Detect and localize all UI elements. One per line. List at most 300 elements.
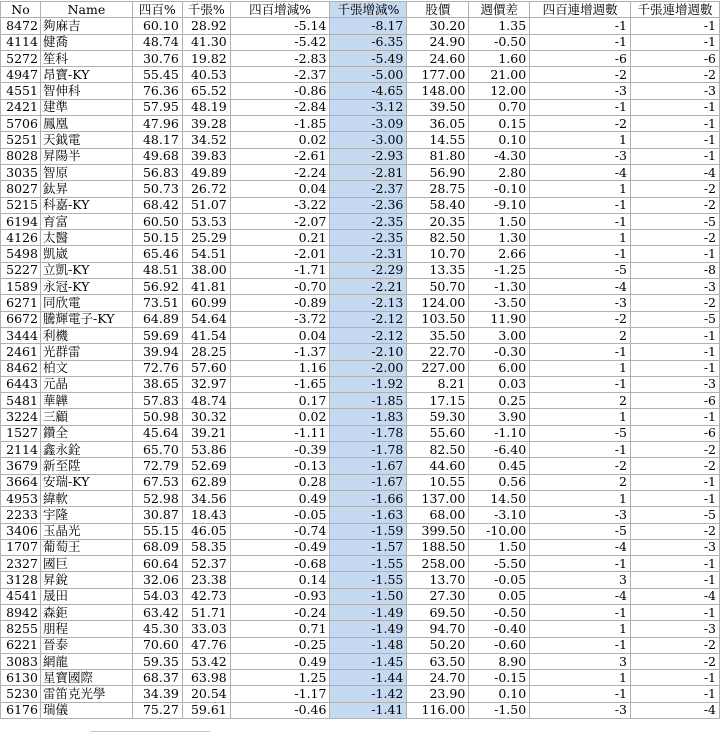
cell-col-no[interactable]: 4114	[1, 34, 41, 50]
cell-col-week-diff[interactable]: 6.00	[469, 360, 530, 376]
cell-col-no[interactable]: 8027	[1, 181, 41, 197]
cell-col-price[interactable]: 28.75	[407, 181, 469, 197]
cell-col-name[interactable]: 建準	[40, 99, 132, 115]
cell-col-400-change[interactable]: -0.13	[230, 458, 330, 474]
cell-col-week-diff[interactable]: 0.15	[469, 116, 530, 132]
cell-col-400-change[interactable]: 0.17	[230, 393, 330, 409]
cell-col-name[interactable]: 緯軟	[40, 490, 132, 506]
cell-col-1000-pct[interactable]: 40.53	[182, 67, 230, 83]
cell-col-1000-change[interactable]: -1.78	[330, 442, 407, 458]
cell-col-no[interactable]: 3128	[1, 572, 41, 588]
cell-col-400-change[interactable]: -0.39	[230, 442, 330, 458]
sheet-tab-strip[interactable]	[90, 731, 210, 738]
cell-col-1000-change[interactable]: -1.92	[330, 376, 407, 392]
cell-col-400-pct[interactable]: 50.15	[132, 230, 182, 246]
cell-col-price[interactable]: 116.00	[407, 702, 469, 718]
cell-col-1000-weeks[interactable]: -1	[630, 360, 719, 376]
table-row[interactable]	[1, 442, 720, 458]
cell-col-400-weeks[interactable]: -3	[530, 507, 631, 523]
cell-col-price[interactable]: 258.00	[407, 556, 469, 572]
table-row[interactable]	[1, 653, 720, 669]
cell-col-1000-change[interactable]: -2.00	[330, 360, 407, 376]
cell-col-week-diff[interactable]: 8.90	[469, 653, 530, 669]
cell-col-1000-change[interactable]: -2.81	[330, 164, 407, 180]
cell-col-400-weeks[interactable]: -1	[530, 376, 631, 392]
cell-col-1000-weeks[interactable]: -1	[630, 670, 719, 686]
cell-col-400-pct[interactable]: 45.64	[132, 425, 182, 441]
cell-col-1000-pct[interactable]: 23.38	[182, 572, 230, 588]
cell-col-no[interactable]: 2461	[1, 344, 41, 360]
cell-col-name[interactable]: 瑞儀	[40, 702, 132, 718]
cell-col-price[interactable]: 8.21	[407, 376, 469, 392]
cell-col-1000-weeks[interactable]: -8	[630, 262, 719, 278]
cell-col-1000-pct[interactable]: 39.21	[182, 425, 230, 441]
cell-col-400-weeks[interactable]: 1	[530, 490, 631, 506]
cell-col-1000-weeks[interactable]: -2	[630, 653, 719, 669]
cell-col-1000-weeks[interactable]: -4	[630, 164, 719, 180]
cell-col-week-diff[interactable]: 0.56	[469, 474, 530, 490]
cell-col-1000-weeks[interactable]: -5	[630, 507, 719, 523]
cell-col-name[interactable]: 鈦昇	[40, 181, 132, 197]
cell-col-1000-weeks[interactable]: -6	[630, 425, 719, 441]
cell-col-1000-change[interactable]: -2.35	[330, 230, 407, 246]
cell-col-name[interactable]: 笙科	[40, 50, 132, 66]
cell-col-400-pct[interactable]: 30.76	[132, 50, 182, 66]
header-col-400-change[interactable]: 四百增減%	[230, 2, 330, 18]
cell-col-week-diff[interactable]: -0.40	[469, 621, 530, 637]
cell-col-name[interactable]: 宇隆	[40, 507, 132, 523]
cell-col-1000-change[interactable]: -1.55	[330, 572, 407, 588]
cell-col-no[interactable]: 3664	[1, 474, 41, 490]
table-row[interactable]	[1, 474, 720, 490]
cell-col-400-change[interactable]: -0.24	[230, 604, 330, 620]
cell-col-400-pct[interactable]: 67.53	[132, 474, 182, 490]
cell-col-no[interactable]: 8028	[1, 148, 41, 164]
cell-col-price[interactable]: 24.60	[407, 50, 469, 66]
cell-col-1000-change[interactable]: -2.13	[330, 295, 407, 311]
cell-col-week-diff[interactable]: 12.00	[469, 83, 530, 99]
cell-col-1000-weeks[interactable]: -6	[630, 393, 719, 409]
table-row[interactable]	[1, 34, 720, 50]
cell-col-price[interactable]: 50.20	[407, 637, 469, 653]
cell-col-1000-pct[interactable]: 49.89	[182, 164, 230, 180]
cell-col-1000-weeks[interactable]: -2	[630, 67, 719, 83]
cell-col-400-pct[interactable]: 70.60	[132, 637, 182, 653]
cell-col-400-pct[interactable]: 49.68	[132, 148, 182, 164]
cell-col-name[interactable]: 昇陽半	[40, 148, 132, 164]
cell-col-400-weeks[interactable]: -6	[530, 50, 631, 66]
cell-col-week-diff[interactable]: 0.45	[469, 458, 530, 474]
cell-col-400-change[interactable]: -2.24	[230, 164, 330, 180]
cell-col-1000-weeks[interactable]: -1	[630, 474, 719, 490]
cell-col-1000-weeks[interactable]: -1	[630, 556, 719, 572]
table-row[interactable]	[1, 246, 720, 262]
cell-col-400-pct[interactable]: 34.39	[132, 686, 182, 702]
cell-col-400-weeks[interactable]: -4	[530, 164, 631, 180]
cell-col-400-weeks[interactable]: 1	[530, 621, 631, 637]
cell-col-1000-weeks[interactable]: -4	[630, 702, 719, 718]
cell-col-1000-pct[interactable]: 26.72	[182, 181, 230, 197]
table-row[interactable]	[1, 556, 720, 572]
cell-col-price[interactable]: 59.30	[407, 409, 469, 425]
cell-col-1000-pct[interactable]: 60.99	[182, 295, 230, 311]
cell-col-400-change[interactable]: 1.25	[230, 670, 330, 686]
cell-col-week-diff[interactable]: -5.50	[469, 556, 530, 572]
cell-col-1000-weeks[interactable]: -3	[630, 279, 719, 295]
cell-col-no[interactable]: 5481	[1, 393, 41, 409]
table-row[interactable]	[1, 621, 720, 637]
cell-col-400-weeks[interactable]: -4	[530, 588, 631, 604]
cell-col-no[interactable]: 5215	[1, 197, 41, 213]
cell-col-1000-change[interactable]: -1.78	[330, 425, 407, 441]
cell-col-1000-pct[interactable]: 47.76	[182, 637, 230, 653]
cell-col-week-diff[interactable]: -0.30	[469, 344, 530, 360]
cell-col-no[interactable]: 8472	[1, 18, 41, 34]
cell-col-name[interactable]: 立凱-KY	[40, 262, 132, 278]
cell-col-price[interactable]: 137.00	[407, 490, 469, 506]
cell-col-1000-weeks[interactable]: -1	[630, 34, 719, 50]
table-row[interactable]	[1, 18, 720, 34]
cell-col-400-weeks[interactable]: -5	[530, 262, 631, 278]
cell-col-1000-change[interactable]: -2.12	[330, 327, 407, 343]
cell-col-week-diff[interactable]: 1.35	[469, 18, 530, 34]
cell-col-price[interactable]: 24.90	[407, 34, 469, 50]
cell-col-400-change[interactable]: 0.04	[230, 327, 330, 343]
cell-col-400-change[interactable]: -2.61	[230, 148, 330, 164]
cell-col-1000-pct[interactable]: 62.89	[182, 474, 230, 490]
cell-col-week-diff[interactable]: -1.10	[469, 425, 530, 441]
header-col-1000-pct[interactable]: 千張%	[182, 2, 230, 18]
cell-col-400-change[interactable]: -0.70	[230, 279, 330, 295]
cell-col-name[interactable]: 晉泰	[40, 637, 132, 653]
cell-col-400-change[interactable]: -1.65	[230, 376, 330, 392]
table-row[interactable]	[1, 686, 720, 702]
cell-col-400-change[interactable]: -1.17	[230, 686, 330, 702]
cell-col-400-change[interactable]: -0.89	[230, 295, 330, 311]
cell-col-1000-pct[interactable]: 39.28	[182, 116, 230, 132]
cell-col-week-diff[interactable]: 21.00	[469, 67, 530, 83]
cell-col-1000-change[interactable]: -2.21	[330, 279, 407, 295]
cell-col-no[interactable]: 5498	[1, 246, 41, 262]
cell-col-400-weeks[interactable]: 2	[530, 327, 631, 343]
cell-col-1000-pct[interactable]: 28.25	[182, 344, 230, 360]
cell-col-1000-pct[interactable]: 41.54	[182, 327, 230, 343]
table-row[interactable]	[1, 262, 720, 278]
cell-col-400-pct[interactable]: 65.46	[132, 246, 182, 262]
cell-col-name[interactable]: 凱崴	[40, 246, 132, 262]
cell-col-400-pct[interactable]: 50.73	[132, 181, 182, 197]
cell-col-1000-pct[interactable]: 63.98	[182, 670, 230, 686]
cell-col-1000-pct[interactable]: 25.29	[182, 230, 230, 246]
cell-col-1000-change[interactable]: -1.44	[330, 670, 407, 686]
cell-col-1000-change[interactable]: -1.49	[330, 621, 407, 637]
cell-col-400-pct[interactable]: 68.37	[132, 670, 182, 686]
cell-col-400-change[interactable]: -1.85	[230, 116, 330, 132]
cell-col-400-pct[interactable]: 75.27	[132, 702, 182, 718]
cell-col-400-pct[interactable]: 57.83	[132, 393, 182, 409]
cell-col-400-weeks[interactable]: -2	[530, 116, 631, 132]
cell-col-400-weeks[interactable]: -1	[530, 99, 631, 115]
cell-col-no[interactable]: 6194	[1, 213, 41, 229]
cell-col-name[interactable]: 昇銳	[40, 572, 132, 588]
cell-col-400-change[interactable]: -2.37	[230, 67, 330, 83]
table-row[interactable]	[1, 425, 720, 441]
cell-col-400-weeks[interactable]: -2	[530, 311, 631, 327]
cell-col-1000-change[interactable]: -1.48	[330, 637, 407, 653]
cell-col-400-pct[interactable]: 73.51	[132, 295, 182, 311]
cell-col-week-diff[interactable]: -3.10	[469, 507, 530, 523]
table-row[interactable]	[1, 116, 720, 132]
cell-col-1000-weeks[interactable]: -1	[630, 409, 719, 425]
cell-col-week-diff[interactable]: 0.05	[469, 588, 530, 604]
cell-col-400-change[interactable]: 0.04	[230, 181, 330, 197]
cell-col-1000-pct[interactable]: 53.42	[182, 653, 230, 669]
cell-col-1000-change[interactable]: -1.45	[330, 653, 407, 669]
cell-col-1000-change[interactable]: -2.31	[330, 246, 407, 262]
cell-col-no[interactable]: 6271	[1, 295, 41, 311]
cell-col-price[interactable]: 227.00	[407, 360, 469, 376]
cell-col-1000-change[interactable]: -3.09	[330, 116, 407, 132]
cell-col-400-weeks[interactable]: -3	[530, 702, 631, 718]
cell-col-week-diff[interactable]: 14.50	[469, 490, 530, 506]
cell-col-no[interactable]: 6221	[1, 637, 41, 653]
cell-col-price[interactable]: 82.50	[407, 442, 469, 458]
cell-col-400-pct[interactable]: 48.51	[132, 262, 182, 278]
cell-col-name[interactable]: 太醫	[40, 230, 132, 246]
table-row[interactable]	[1, 295, 720, 311]
cell-col-1000-change[interactable]: -2.93	[330, 148, 407, 164]
cell-col-1000-weeks[interactable]: -2	[630, 442, 719, 458]
cell-col-week-diff[interactable]: 0.70	[469, 99, 530, 115]
cell-col-name[interactable]: 育富	[40, 213, 132, 229]
cell-col-1000-weeks[interactable]: -2	[630, 458, 719, 474]
table-row[interactable]	[1, 50, 720, 66]
cell-col-1000-pct[interactable]: 51.07	[182, 197, 230, 213]
cell-col-1000-change[interactable]: -3.12	[330, 99, 407, 115]
table-row[interactable]	[1, 409, 720, 425]
cell-col-1000-pct[interactable]: 20.54	[182, 686, 230, 702]
cell-col-400-weeks[interactable]: -4	[530, 279, 631, 295]
cell-col-price[interactable]: 148.00	[407, 83, 469, 99]
cell-col-no[interactable]: 5230	[1, 686, 41, 702]
cell-col-1000-change[interactable]: -1.57	[330, 539, 407, 555]
cell-col-400-weeks[interactable]: 1	[530, 670, 631, 686]
cell-col-1000-change[interactable]: -2.35	[330, 213, 407, 229]
cell-col-1000-pct[interactable]: 39.83	[182, 148, 230, 164]
cell-col-1000-change[interactable]: -1.67	[330, 458, 407, 474]
table-row[interactable]	[1, 572, 720, 588]
cell-col-price[interactable]: 13.70	[407, 572, 469, 588]
cell-col-1000-pct[interactable]: 32.97	[182, 376, 230, 392]
cell-col-name[interactable]: 華韡	[40, 393, 132, 409]
cell-col-week-diff[interactable]: -1.25	[469, 262, 530, 278]
table-row[interactable]	[1, 67, 720, 83]
cell-col-1000-change[interactable]: -3.00	[330, 132, 407, 148]
cell-col-400-change[interactable]: 0.49	[230, 653, 330, 669]
cell-col-no[interactable]: 6130	[1, 670, 41, 686]
cell-col-week-diff[interactable]: -0.05	[469, 572, 530, 588]
cell-col-1000-pct[interactable]: 59.61	[182, 702, 230, 718]
cell-col-400-pct[interactable]: 30.87	[132, 507, 182, 523]
cell-col-1000-pct[interactable]: 28.92	[182, 18, 230, 34]
cell-col-1000-weeks[interactable]: -3	[630, 539, 719, 555]
cell-col-1000-weeks[interactable]: -3	[630, 376, 719, 392]
cell-col-400-weeks[interactable]: -1	[530, 637, 631, 653]
cell-col-price[interactable]: 58.40	[407, 197, 469, 213]
cell-col-name[interactable]: 永冠-KY	[40, 279, 132, 295]
cell-col-1000-weeks[interactable]: -4	[630, 588, 719, 604]
cell-col-week-diff[interactable]: 11.90	[469, 311, 530, 327]
cell-col-name[interactable]: 同欣電	[40, 295, 132, 311]
cell-col-400-pct[interactable]: 45.30	[132, 621, 182, 637]
header-col-1000-weeks[interactable]: 千張連增週數	[630, 2, 719, 18]
table-row[interactable]	[1, 213, 720, 229]
cell-col-price[interactable]: 17.15	[407, 393, 469, 409]
cell-col-price[interactable]: 13.35	[407, 262, 469, 278]
cell-col-price[interactable]: 27.30	[407, 588, 469, 604]
cell-col-name[interactable]: 鑽全	[40, 425, 132, 441]
cell-col-price[interactable]: 36.05	[407, 116, 469, 132]
cell-col-400-weeks[interactable]: -2	[530, 458, 631, 474]
cell-col-1000-change[interactable]: -5.49	[330, 50, 407, 66]
cell-col-400-pct[interactable]: 68.42	[132, 197, 182, 213]
table-row[interactable]	[1, 344, 720, 360]
cell-col-1000-pct[interactable]: 52.37	[182, 556, 230, 572]
cell-col-price[interactable]: 68.00	[407, 507, 469, 523]
cell-col-1000-change[interactable]: -2.29	[330, 262, 407, 278]
cell-col-400-weeks[interactable]: -1	[530, 686, 631, 702]
cell-col-price[interactable]: 94.70	[407, 621, 469, 637]
table-row[interactable]	[1, 588, 720, 604]
cell-col-no[interactable]: 1707	[1, 539, 41, 555]
cell-col-1000-pct[interactable]: 34.56	[182, 490, 230, 506]
cell-col-400-change[interactable]: -3.72	[230, 311, 330, 327]
table-row[interactable]	[1, 230, 720, 246]
cell-col-1000-change[interactable]: -1.42	[330, 686, 407, 702]
table-row[interactable]	[1, 507, 720, 523]
cell-col-400-change[interactable]: 0.02	[230, 409, 330, 425]
cell-col-no[interactable]: 5227	[1, 262, 41, 278]
cell-col-400-weeks[interactable]: 3	[530, 653, 631, 669]
cell-col-400-change[interactable]: -2.84	[230, 99, 330, 115]
cell-col-400-change[interactable]: 0.28	[230, 474, 330, 490]
cell-col-price[interactable]: 188.50	[407, 539, 469, 555]
cell-col-price[interactable]: 20.35	[407, 213, 469, 229]
cell-col-week-diff[interactable]: -10.00	[469, 523, 530, 539]
cell-col-400-weeks[interactable]: -1	[530, 213, 631, 229]
cell-col-400-pct[interactable]: 52.98	[132, 490, 182, 506]
cell-col-400-pct[interactable]: 72.79	[132, 458, 182, 474]
cell-col-no[interactable]: 1589	[1, 279, 41, 295]
cell-col-name[interactable]: 智伸科	[40, 83, 132, 99]
cell-col-400-weeks[interactable]: -1	[530, 556, 631, 572]
cell-col-1000-pct[interactable]: 53.86	[182, 442, 230, 458]
cell-col-1000-weeks[interactable]: -1	[630, 686, 719, 702]
cell-col-1000-weeks[interactable]: -1	[630, 116, 719, 132]
cell-col-week-diff[interactable]: 1.50	[469, 539, 530, 555]
cell-col-1000-change[interactable]: -1.49	[330, 604, 407, 620]
cell-col-price[interactable]: 35.50	[407, 327, 469, 343]
cell-col-price[interactable]: 10.55	[407, 474, 469, 490]
cell-col-no[interactable]: 3406	[1, 523, 41, 539]
cell-col-400-change[interactable]: 0.21	[230, 230, 330, 246]
cell-col-400-pct[interactable]: 59.35	[132, 653, 182, 669]
cell-col-name[interactable]: 夠麻吉	[40, 18, 132, 34]
cell-col-1000-change[interactable]: -6.35	[330, 34, 407, 50]
cell-col-no[interactable]: 8462	[1, 360, 41, 376]
cell-col-1000-pct[interactable]: 30.32	[182, 409, 230, 425]
cell-col-400-weeks[interactable]: -2	[530, 67, 631, 83]
cell-col-name[interactable]: 光群雷	[40, 344, 132, 360]
cell-col-week-diff[interactable]: -1.30	[469, 279, 530, 295]
cell-col-400-weeks[interactable]: -1	[530, 197, 631, 213]
cell-col-week-diff[interactable]: -0.60	[469, 637, 530, 653]
cell-col-1000-change[interactable]: -1.63	[330, 507, 407, 523]
table-row[interactable]	[1, 637, 720, 653]
cell-col-name[interactable]: 網龍	[40, 653, 132, 669]
cell-col-400-change[interactable]: -0.68	[230, 556, 330, 572]
cell-col-week-diff[interactable]: 0.25	[469, 393, 530, 409]
cell-col-1000-pct[interactable]: 41.30	[182, 34, 230, 50]
cell-col-1000-weeks[interactable]: -1	[630, 18, 719, 34]
cell-col-1000-pct[interactable]: 58.35	[182, 539, 230, 555]
cell-col-no[interactable]: 6443	[1, 376, 41, 392]
cell-col-400-change[interactable]: -3.22	[230, 197, 330, 213]
cell-col-1000-pct[interactable]: 38.00	[182, 262, 230, 278]
cell-col-week-diff[interactable]: -9.10	[469, 197, 530, 213]
cell-col-1000-pct[interactable]: 57.60	[182, 360, 230, 376]
cell-col-1000-weeks[interactable]: -2	[630, 295, 719, 311]
cell-col-1000-change[interactable]: -2.37	[330, 181, 407, 197]
cell-col-1000-weeks[interactable]: -1	[630, 132, 719, 148]
cell-col-no[interactable]: 2233	[1, 507, 41, 523]
cell-col-400-weeks[interactable]: 3	[530, 572, 631, 588]
cell-col-400-weeks[interactable]: 1	[530, 181, 631, 197]
cell-col-1000-pct[interactable]: 34.52	[182, 132, 230, 148]
cell-col-week-diff[interactable]: 2.66	[469, 246, 530, 262]
table-row[interactable]	[1, 181, 720, 197]
cell-col-no[interactable]: 8942	[1, 604, 41, 620]
cell-col-400-change[interactable]: -0.93	[230, 588, 330, 604]
cell-col-1000-change[interactable]: -1.67	[330, 474, 407, 490]
cell-col-400-change[interactable]: -5.42	[230, 34, 330, 50]
cell-col-name[interactable]: 安瑞-KY	[40, 474, 132, 490]
cell-col-1000-pct[interactable]: 53.53	[182, 213, 230, 229]
cell-col-1000-change[interactable]: -1.50	[330, 588, 407, 604]
cell-col-no[interactable]: 8255	[1, 621, 41, 637]
cell-col-name[interactable]: 雷笛克光學	[40, 686, 132, 702]
cell-col-400-change[interactable]: -5.14	[230, 18, 330, 34]
cell-col-400-pct[interactable]: 39.94	[132, 344, 182, 360]
cell-col-1000-change[interactable]: -2.10	[330, 344, 407, 360]
cell-col-1000-pct[interactable]: 54.64	[182, 311, 230, 327]
table-row[interactable]	[1, 360, 720, 376]
cell-col-400-change[interactable]: -0.05	[230, 507, 330, 523]
cell-col-1000-weeks[interactable]: -5	[630, 311, 719, 327]
cell-col-price[interactable]: 103.50	[407, 311, 469, 327]
cell-col-week-diff[interactable]: -1.50	[469, 702, 530, 718]
cell-col-400-weeks[interactable]: -1	[530, 604, 631, 620]
cell-col-1000-pct[interactable]: 52.69	[182, 458, 230, 474]
cell-col-400-pct[interactable]: 72.76	[132, 360, 182, 376]
cell-col-400-pct[interactable]: 65.70	[132, 442, 182, 458]
cell-col-1000-weeks[interactable]: -2	[630, 197, 719, 213]
cell-col-price[interactable]: 63.50	[407, 653, 469, 669]
cell-col-1000-weeks[interactable]: -1	[630, 604, 719, 620]
cell-col-400-change[interactable]: 0.02	[230, 132, 330, 148]
table-row[interactable]	[1, 604, 720, 620]
cell-col-week-diff[interactable]: 3.90	[469, 409, 530, 425]
